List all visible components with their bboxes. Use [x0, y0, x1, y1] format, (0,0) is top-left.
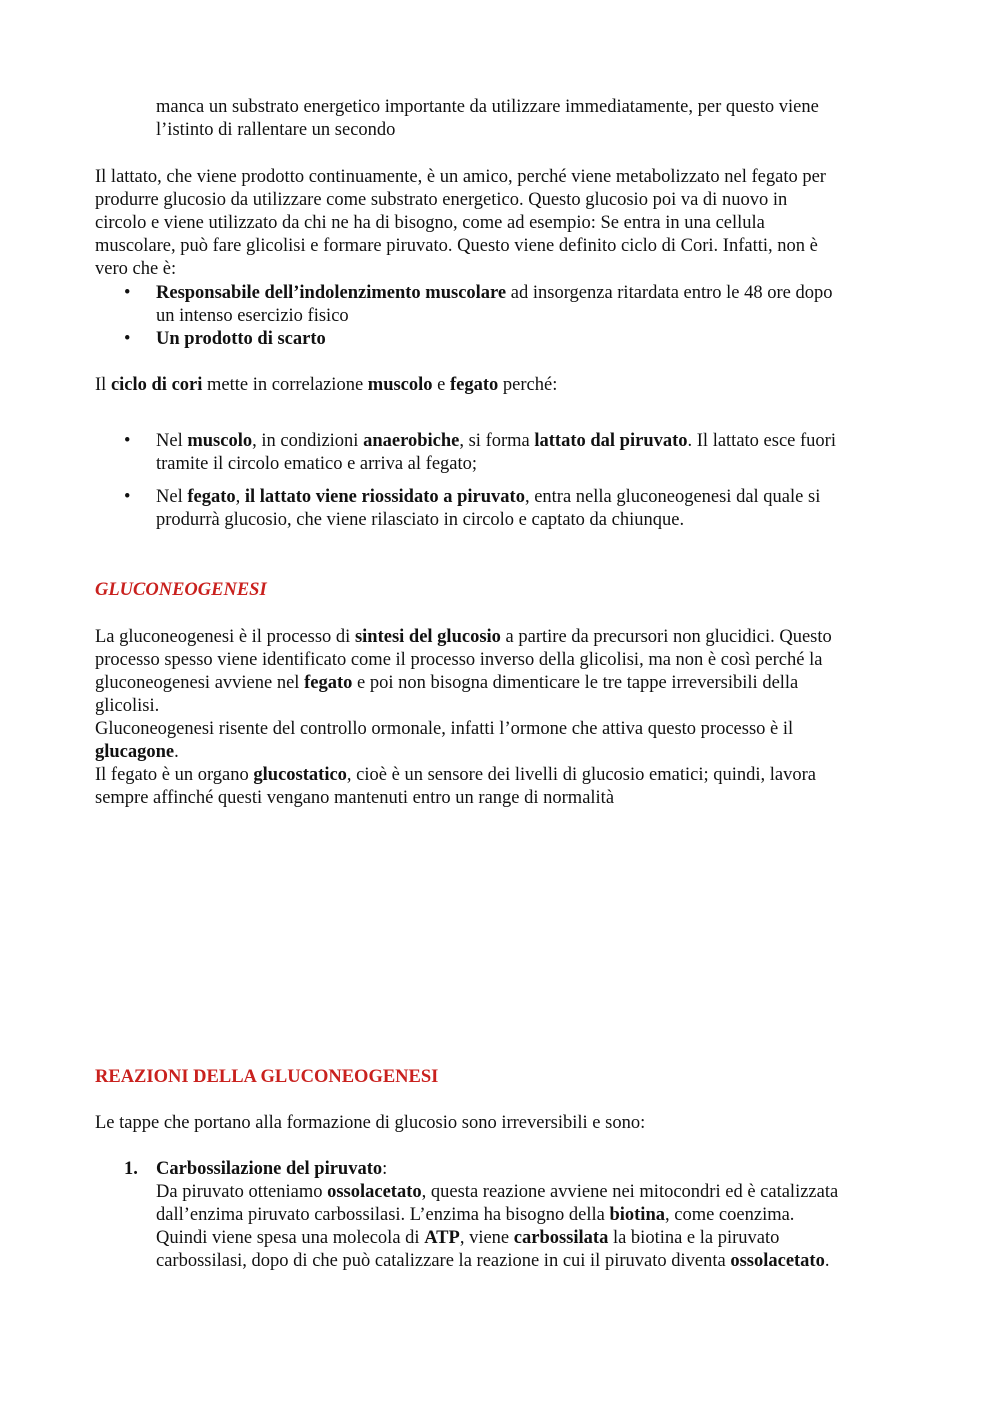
gluco-line-5: Gluconeogenesi risente del controllo ormonale, infatti l’ormone che attiva questo processo è il [95, 719, 794, 739]
lattato-line-2: produrre glucosio da utilizzare come substrato energetico. Questo glucosio poi va di nuovo in [95, 190, 788, 210]
text: , [235, 487, 245, 507]
text: carbossilasi, dopo di che può catalizzare la reazione in cui il piruvato diventa [156, 1251, 731, 1271]
lattato-line-4: muscolare, può fare glicolisi e formare piruvato. Questo viene definito ciclo di Cori. Infatti, non è [95, 236, 818, 256]
text: . Il lattato esce fuori [687, 431, 836, 451]
bold-term: muscolo [367, 375, 433, 395]
list-text: ad insorgenza ritardata entro le 48 ore dopo [506, 283, 833, 303]
reazioni-line-4 [156, 1250, 829, 1273]
reazioni-line-1 [156, 1181, 838, 1204]
intro-line-2: l’istinto di rallentare un secondo [156, 120, 396, 140]
text: la biotina e la piruvato [608, 1228, 780, 1248]
bold-term: Un prodotto di scarto [156, 329, 326, 349]
text: Il fegato è un organo [95, 765, 254, 785]
bullet-icon: • [124, 329, 131, 349]
gluco-line-2: processo spesso viene identificato come il processo inverso della glicolisi, ma non è così perché la [95, 650, 823, 670]
bold-term: sintesi del glucosio [354, 627, 501, 647]
list-item [156, 430, 836, 453]
text: , in condizioni [252, 431, 364, 451]
list-item-continuation: produrrà glucosio, che viene rilasciato in circolo e captato da chiunque. [156, 510, 685, 530]
text: Nel [156, 487, 188, 507]
bold-term: Carbossilazione del piruvato [156, 1159, 383, 1179]
bold-term: il lattato viene riossidato a piruvato [244, 487, 525, 507]
gluco-line-4: glicolisi. [95, 696, 160, 716]
text: , come coenzima. [665, 1205, 795, 1225]
gluco-line-6 [95, 741, 179, 764]
text: , cioè è un sensore dei livelli di glucosio ematici; quindi, lavora [346, 765, 816, 785]
bold-term: carbossilata [513, 1228, 609, 1248]
list-item-title [156, 1158, 387, 1181]
gluco-line-3 [95, 672, 798, 695]
text: , si forma [459, 431, 535, 451]
bullet-icon: • [124, 283, 131, 303]
text: La gluconeogenesi è il processo di [95, 627, 355, 647]
list-item-continuation: un intenso esercizio fisico [156, 306, 349, 326]
bold-term: Responsabile dell’indolenzimento muscolare [156, 283, 507, 303]
text: , questa reazione avviene nei mitocondri ed è catalizzata [421, 1182, 839, 1202]
section-heading-reazioni: REAZIONI DELLA GLUCONEOGENESI [95, 1067, 439, 1087]
intro-line-1: manca un substrato energetico importante da utilizzare immediatamente, per questo viene [156, 97, 819, 117]
bold-term: ciclo di cori [110, 375, 203, 395]
text: , viene [459, 1228, 514, 1248]
text: dall’enzima piruvato carbossilasi. L’enzima ha bisogno della [156, 1205, 610, 1225]
text: e poi non bisogna dimenticare le tre tappe irreversibili della [352, 673, 799, 693]
text: : [382, 1159, 388, 1179]
bold-term: ossolacetato [327, 1182, 422, 1202]
section-heading-gluconeogenesi: GLUCONEOGENESI [95, 580, 267, 600]
list-item-continuation: tramite il circolo ematico e arriva al fegato; [156, 454, 478, 474]
text: perché: [498, 375, 558, 395]
text: a partire da precursori non glucidici. Questo [500, 627, 832, 647]
reazioni-line-2 [156, 1204, 794, 1227]
gluco-line-8: sempre affinché questi vengano mantenuti entro un range di normalità [95, 788, 615, 808]
bold-term: muscolo [187, 431, 253, 451]
bold-term: fegato [450, 375, 499, 395]
bold-term: fegato [304, 673, 353, 693]
bold-term: biotina [609, 1205, 665, 1225]
reazioni-line-3 [156, 1227, 779, 1250]
bold-term: glucagone [95, 742, 175, 762]
bold-term: ossolacetato [730, 1251, 825, 1271]
text: . [824, 1251, 830, 1271]
list-item [156, 282, 833, 305]
text: . [174, 742, 179, 762]
cori-sentence [95, 374, 557, 397]
bold-term: anaerobiche [363, 431, 460, 451]
bullet-icon: • [124, 487, 131, 507]
lattato-line-1: Il lattato, che viene prodotto continuamente, è un amico, perché viene metabolizzato nel fegato per [95, 167, 826, 187]
list-item [156, 486, 820, 509]
bold-term: lattato dal piruvato [534, 431, 688, 451]
text: Nel [156, 431, 188, 451]
bullet-icon: • [124, 431, 131, 451]
reazioni-intro: Le tappe che portano alla formazione di glucosio sono irreversibili e sono: [95, 1113, 646, 1133]
bold-term: glucostatico [253, 765, 347, 785]
bold-term: fegato [187, 487, 236, 507]
text: , entra nella gluconeogenesi dal quale si [524, 487, 821, 507]
lattato-line-5: vero che è: [95, 259, 177, 279]
text: Quindi viene spesa una molecola di [156, 1228, 425, 1248]
list-item [156, 328, 326, 351]
text: Da piruvato otteniamo [156, 1182, 328, 1202]
lattato-line-3: circolo e viene utilizzato da chi ne ha di bisogno, come ad esempio: Se entra in una cellula [95, 213, 765, 233]
text: e [432, 375, 450, 395]
text: gluconeogenesi avviene nel [95, 673, 305, 693]
list-number: 1. [124, 1159, 138, 1179]
bold-term: ATP [424, 1228, 460, 1248]
text: mette in correlazione [202, 375, 368, 395]
text: Il [95, 375, 111, 395]
gluco-line-1 [95, 626, 832, 649]
gluco-line-7 [95, 764, 816, 787]
